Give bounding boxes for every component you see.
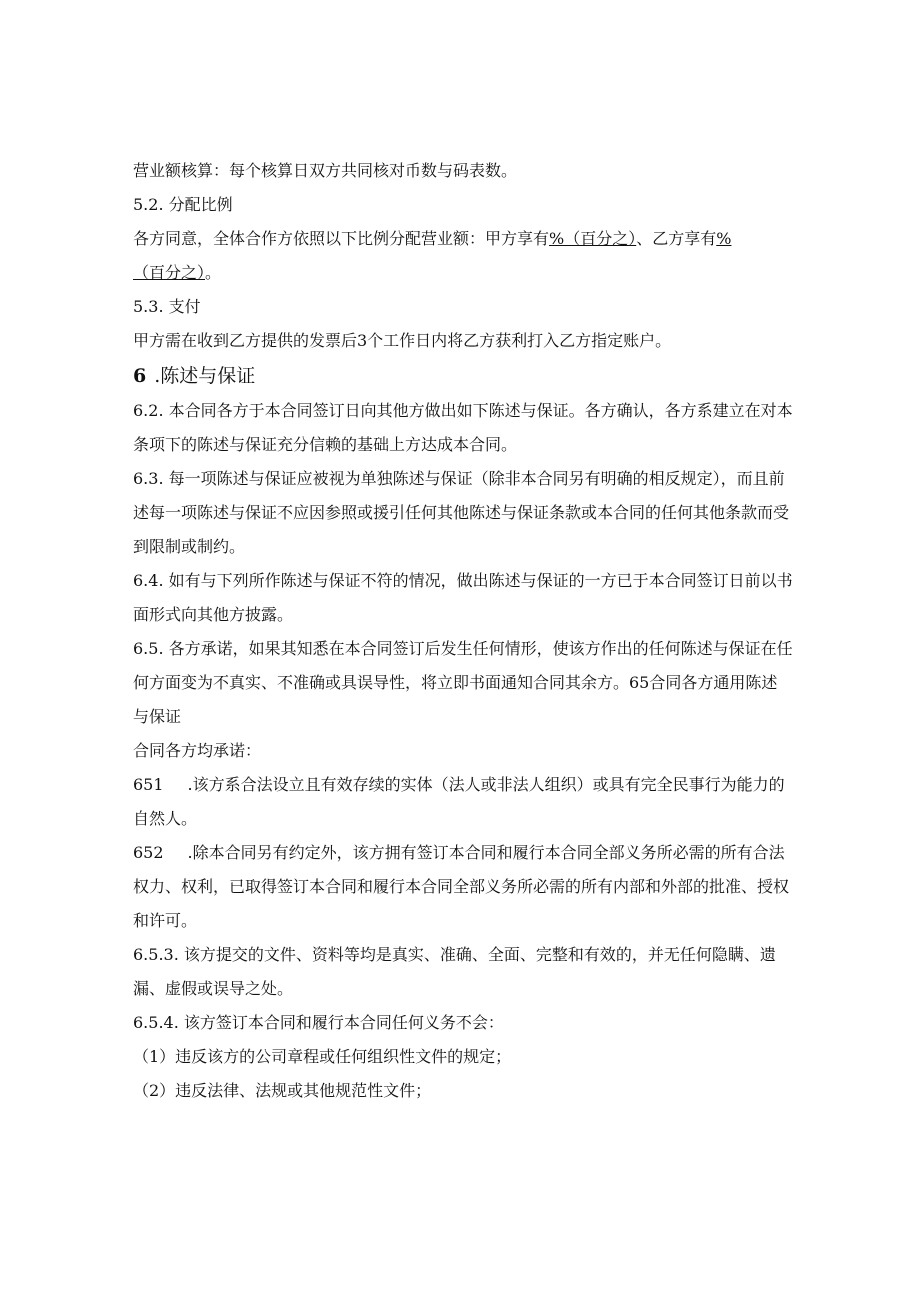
section-6-title: .陈述与保证: [154, 365, 256, 387]
clause-6-3: 6.3. 每一项陈述与保证应被视为单独陈述与保证（除非本合同另有明确的相反规定），而且前述每一项陈述与保证不应因参照或援引任何其他陈述与保证条款或本合同的任何其他条款而受到限制或制约。: [133, 469, 790, 556]
document-body: [133, 154, 793, 1108]
ratio-text-b: 、乙方享有: [636, 229, 717, 248]
clause-6-5-4: 6.5.4. 该方签订本合同和履行本合同任何义务不会：: [133, 1013, 504, 1032]
section-6-number: 6: [133, 365, 147, 387]
clause-6-5-3: 6.5.3. 该方提交的文件、资料等均是真实、准确、全面、完整和有效的，并无任何隐瞒、遗漏、虚假或误导之处。: [133, 945, 776, 998]
list-item-2: （2）违反法律、法规或其他规范性文件；: [133, 1081, 432, 1100]
clause-6-5-2: [133, 836, 793, 938]
clause-6-2: 6.2. 本合同各方于本合同签订日向其他方做出如下陈述与保证。各方确认，各方系建立在对本条项下的陈述与保证充分信赖的基础上方达成本合同。: [133, 401, 793, 454]
clause-6-4: 6.4. 如有与下列所作陈述与保证不符的情况，做出陈述与保证的一方已于本合同签订日前以书面形式向其他方披露。: [133, 571, 793, 624]
section-6-heading: [133, 358, 793, 394]
ratio-text-a: 各方同意，全体合作方依照以下比例分配营业额：甲方享有: [133, 229, 550, 248]
ratio-blank-party-b-words: （百分之）: [133, 263, 206, 282]
clause-6-5: 6.5. 各方承诺，如果其知悉在本合同签订后发生任何情形，使该方作出的任何陈述与保证在任何方面变为不真实、不准确或具误导性，将立即书面通知合同其余方。65合同各方通用陈述与保证: [133, 639, 793, 726]
paragraph-payment: 甲方需在收到乙方提供的发票后3个工作日内将乙方获利打入乙方指定账户。: [133, 331, 672, 350]
clause-6-5-1-text: .该方系合法设立且有效存续的实体（法人或非法人组织）或具有完全民事行为能力的自然人。: [133, 775, 785, 828]
ratio-blank-party-b: %: [716, 229, 732, 248]
clause-6-5-2-number: 652: [133, 843, 164, 862]
paragraph-distribution-ratio: [133, 222, 793, 290]
clause-6-5-1-number: 651: [133, 775, 164, 794]
section-5-3-heading: 5.3. 支付: [133, 297, 201, 316]
paragraph-revenue-accounting: 营业额核算：每个核算日双方共同核对币数与码表数。: [133, 161, 518, 180]
list-item-1: （1）违反该方的公司章程或任何组织性文件的规定；: [133, 1047, 512, 1066]
clause-6-5-intro: 合同各方均承诺：: [133, 741, 262, 760]
ratio-blank-party-a: %（百分之）: [549, 229, 637, 248]
clause-6-5-2-text: .除本合同另有约定外，该方拥有签订本合同和履行本合同全部义务所必需的所有合法权力、权利，已取得签订本合同和履行本合同全部义务所必需的所有内部和外部的批准、授权和许可。: [133, 843, 790, 930]
ratio-text-c: 。: [205, 263, 222, 282]
section-5-2-heading: 5.2. 分配比例: [133, 195, 233, 214]
clause-6-5-1: [133, 768, 793, 836]
